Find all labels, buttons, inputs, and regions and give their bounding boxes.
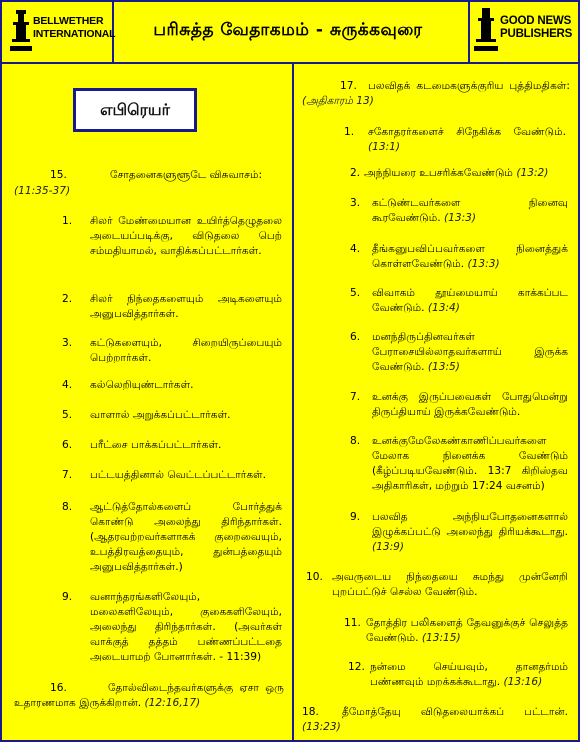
list-item-number: 5. xyxy=(62,409,73,421)
list-item-number: 11. xyxy=(344,617,361,629)
list-item-text xyxy=(372,330,568,375)
section-16-text xyxy=(14,681,284,711)
list-item-text: கல்லெறியுண்டார்கள். xyxy=(90,379,194,391)
column-divider xyxy=(292,64,294,740)
list-item-text: உனக்குமேலேகண்காணிப்பவர்களை மேலாக நினைக்க வேண்டும் (கீழ்ப்படியவேண்டும். 13:7 கிறிஸ்தவ அதிகாரிகள், மற்றும் 17:24 வசனம்) xyxy=(372,435,568,492)
section-15-number: 15. xyxy=(50,169,67,181)
list-item-ref: (13:2) xyxy=(516,167,549,179)
list-item-number: 3. xyxy=(350,197,361,209)
logo-line-2: INTERNATIONAL xyxy=(33,28,116,40)
list-item-body: நன்மை செய்யவும், தானதர்மம் பண்ணவும் மறக்கக்கூடாது. xyxy=(370,661,568,688)
section-16-body: தோல்விடைந்தவர்களுக்கு ஏசா ஒரு உதாரணமாக இருக்கிறான். xyxy=(14,682,284,709)
section-17-ref: (அதிகாரம் 13) xyxy=(302,95,374,107)
list-item-number: 8. xyxy=(62,501,73,513)
section-18-body: தீமோத்தேயு விடுதலையாக்கப் பட்டான். xyxy=(342,706,568,718)
list-item-ref: (13:4) xyxy=(427,302,460,314)
section-15-text: சோதனைகளுளூடே விசுவாசம்: xyxy=(110,169,263,181)
list-item-number: 6. xyxy=(350,331,361,343)
section-18-number: 18. xyxy=(302,706,319,718)
list-item-number: 7. xyxy=(350,391,361,403)
list-item-number: 2. xyxy=(350,167,361,179)
list-item-text xyxy=(372,242,568,272)
list-item-ref: (13:5) xyxy=(427,361,460,373)
list-item-text xyxy=(372,286,568,316)
list-item-text: உனக்கு இருப்பவைகள் போதுமென்று திருப்தியாய் இருக்கவேண்டும். xyxy=(372,391,568,418)
list-item-text xyxy=(372,510,568,555)
list-item-number: 4. xyxy=(350,243,361,255)
list-item-number: 9. xyxy=(350,511,361,523)
list-item-body: சகோதரர்களைச் சிநேகிக்க வேண்டும். xyxy=(368,126,566,138)
list-item-number: 7. xyxy=(62,469,73,481)
section-10-text: அவருடைய நிந்தையை சுமந்து முன்னேறி புறப்பட்டுச் செல்ல வேண்டும். xyxy=(332,571,568,598)
good-news-logo-text xyxy=(500,15,572,41)
list-item-number: 1. xyxy=(62,215,73,227)
list-item-text xyxy=(366,616,568,646)
list-item-ref: (13:16) xyxy=(503,676,543,688)
list-item-text: பரீட்சை பாக்கப்பட்டார்கள். xyxy=(90,439,222,451)
logo-line-2: PUBLISHERS xyxy=(500,28,573,40)
list-item-text: சிலர் மேண்மையான உயிர்த்தெழுதலை அடையப்படிக்கு, விடுதலை பெற் சம்மதியாமல், வாதிக்கப்பட்டார்கள். xyxy=(90,215,282,257)
list-item-text: சிலர் நிந்தைகளையும் அடிகளையும் அனுபவித்தார்கள். xyxy=(90,293,282,320)
list-item-text: கட்டுகளையும், சிறையிருப்பையும் பெற்றார்கள். xyxy=(90,337,282,364)
list-item-number: 1. xyxy=(344,126,355,138)
list-item-number: 12. xyxy=(348,661,365,673)
bellwether-logo-icon xyxy=(10,6,32,56)
list-item-body: தோத்திர பலிகளைத் தேவனுக்குச் செலுத்த வேண்டும். xyxy=(366,617,568,644)
list-item-body: தீங்கனுபவிப்பவர்களை நினைத்துக் கொள்ளவேண்டும். xyxy=(372,243,568,270)
list-item-text: பட்டயத்தினால் வெட்டப்பட்டார்கள். xyxy=(90,469,267,481)
list-item-body: விவாகம் தூய்மையாய் காக்கப்பட வேண்டும். xyxy=(372,287,568,314)
list-item-number: 5. xyxy=(350,287,361,299)
section-16-number: 16. xyxy=(50,682,67,694)
section-15-ref: (11:35-37) xyxy=(14,185,71,197)
list-item-ref: (13:15) xyxy=(421,632,461,644)
logo-line-1: GOOD NEWS xyxy=(500,15,572,27)
book-heading-box xyxy=(73,88,197,132)
list-item-number: 6. xyxy=(62,439,73,451)
list-item-body: அந்நியரை உபசரிக்கவேண்டும் xyxy=(364,167,513,179)
list-item-body: பலவித அந்நியபோதனைகளால் இழுக்கப்பட்டு அலைந்து திரியக்கூடாது. xyxy=(372,511,568,538)
list-item-ref: (13:1) xyxy=(368,141,401,153)
section-18-ref: (13:23) xyxy=(302,721,341,733)
left-logo-cell xyxy=(2,2,114,62)
list-item-number: 4. xyxy=(62,379,73,391)
list-item-text xyxy=(368,125,566,155)
list-item-ref: (13:9) xyxy=(372,541,405,553)
section-17-text xyxy=(302,79,570,109)
section-10-number: 10. xyxy=(306,571,323,583)
list-item-number: 8. xyxy=(350,435,361,447)
header-bar xyxy=(2,2,578,64)
list-item-body: கட்டுண்டவர்களை நினைவு கூரவேண்டும். xyxy=(372,197,568,224)
list-item-number: 2. xyxy=(62,293,73,305)
list-item-text xyxy=(372,196,568,226)
section-16-ref: (12:16,17) xyxy=(144,697,201,709)
section-18-text xyxy=(302,705,568,735)
list-item-text xyxy=(370,660,568,690)
right-logo-cell xyxy=(468,2,578,62)
bellwether-logo-text xyxy=(33,15,115,41)
list-item-text: ஆட்டுத்தோல்களைப் போர்த்துக் கொண்டு அலைந்து திரிந்தார்கள். (ஆதரவற்றவர்களாகக் குறைவையும், உபத்திரவத்தையும், துன்பத்தையும் அனுபவித்தார்கள்.) xyxy=(90,501,282,573)
page-title: பரிசுத்த வேதாகமம் - சுருக்கவுரை xyxy=(153,20,423,40)
list-item-text: வனாந்தரங்களிலேயும், மலைகளிலேயும், குகைகளிலேயும், அலைந்து திரிந்தார்கள். (அவர்கள் வாக்குத் தத்தம் பண்ணப்பட்டதை அடையாமற் போனார்கள். - 11:39) xyxy=(90,591,282,663)
section-17-number: 17. xyxy=(340,80,357,92)
list-item-ref: (13:3) xyxy=(467,258,500,270)
list-item-number: 3. xyxy=(62,337,73,349)
list-item-text xyxy=(364,166,570,181)
list-item-number: 9. xyxy=(62,591,73,603)
good-news-logo-icon xyxy=(474,6,498,56)
book-heading: எபிரெயர் xyxy=(100,100,170,119)
logo-line-1: BELLWETHER xyxy=(33,15,104,27)
list-item-ref: (13:3) xyxy=(443,212,477,224)
section-17-body: பலவிதக் கடமைகளுக்குரிய புத்திமதிகள்: xyxy=(368,80,570,92)
list-item-body: மனந்திருப்தினவர்கள் பேராசையில்லாதவர்களாய் இருக்க வேண்டும். xyxy=(372,331,568,373)
list-item-text: வாளால் அறுக்கப்பட்டார்கள். xyxy=(90,409,231,421)
